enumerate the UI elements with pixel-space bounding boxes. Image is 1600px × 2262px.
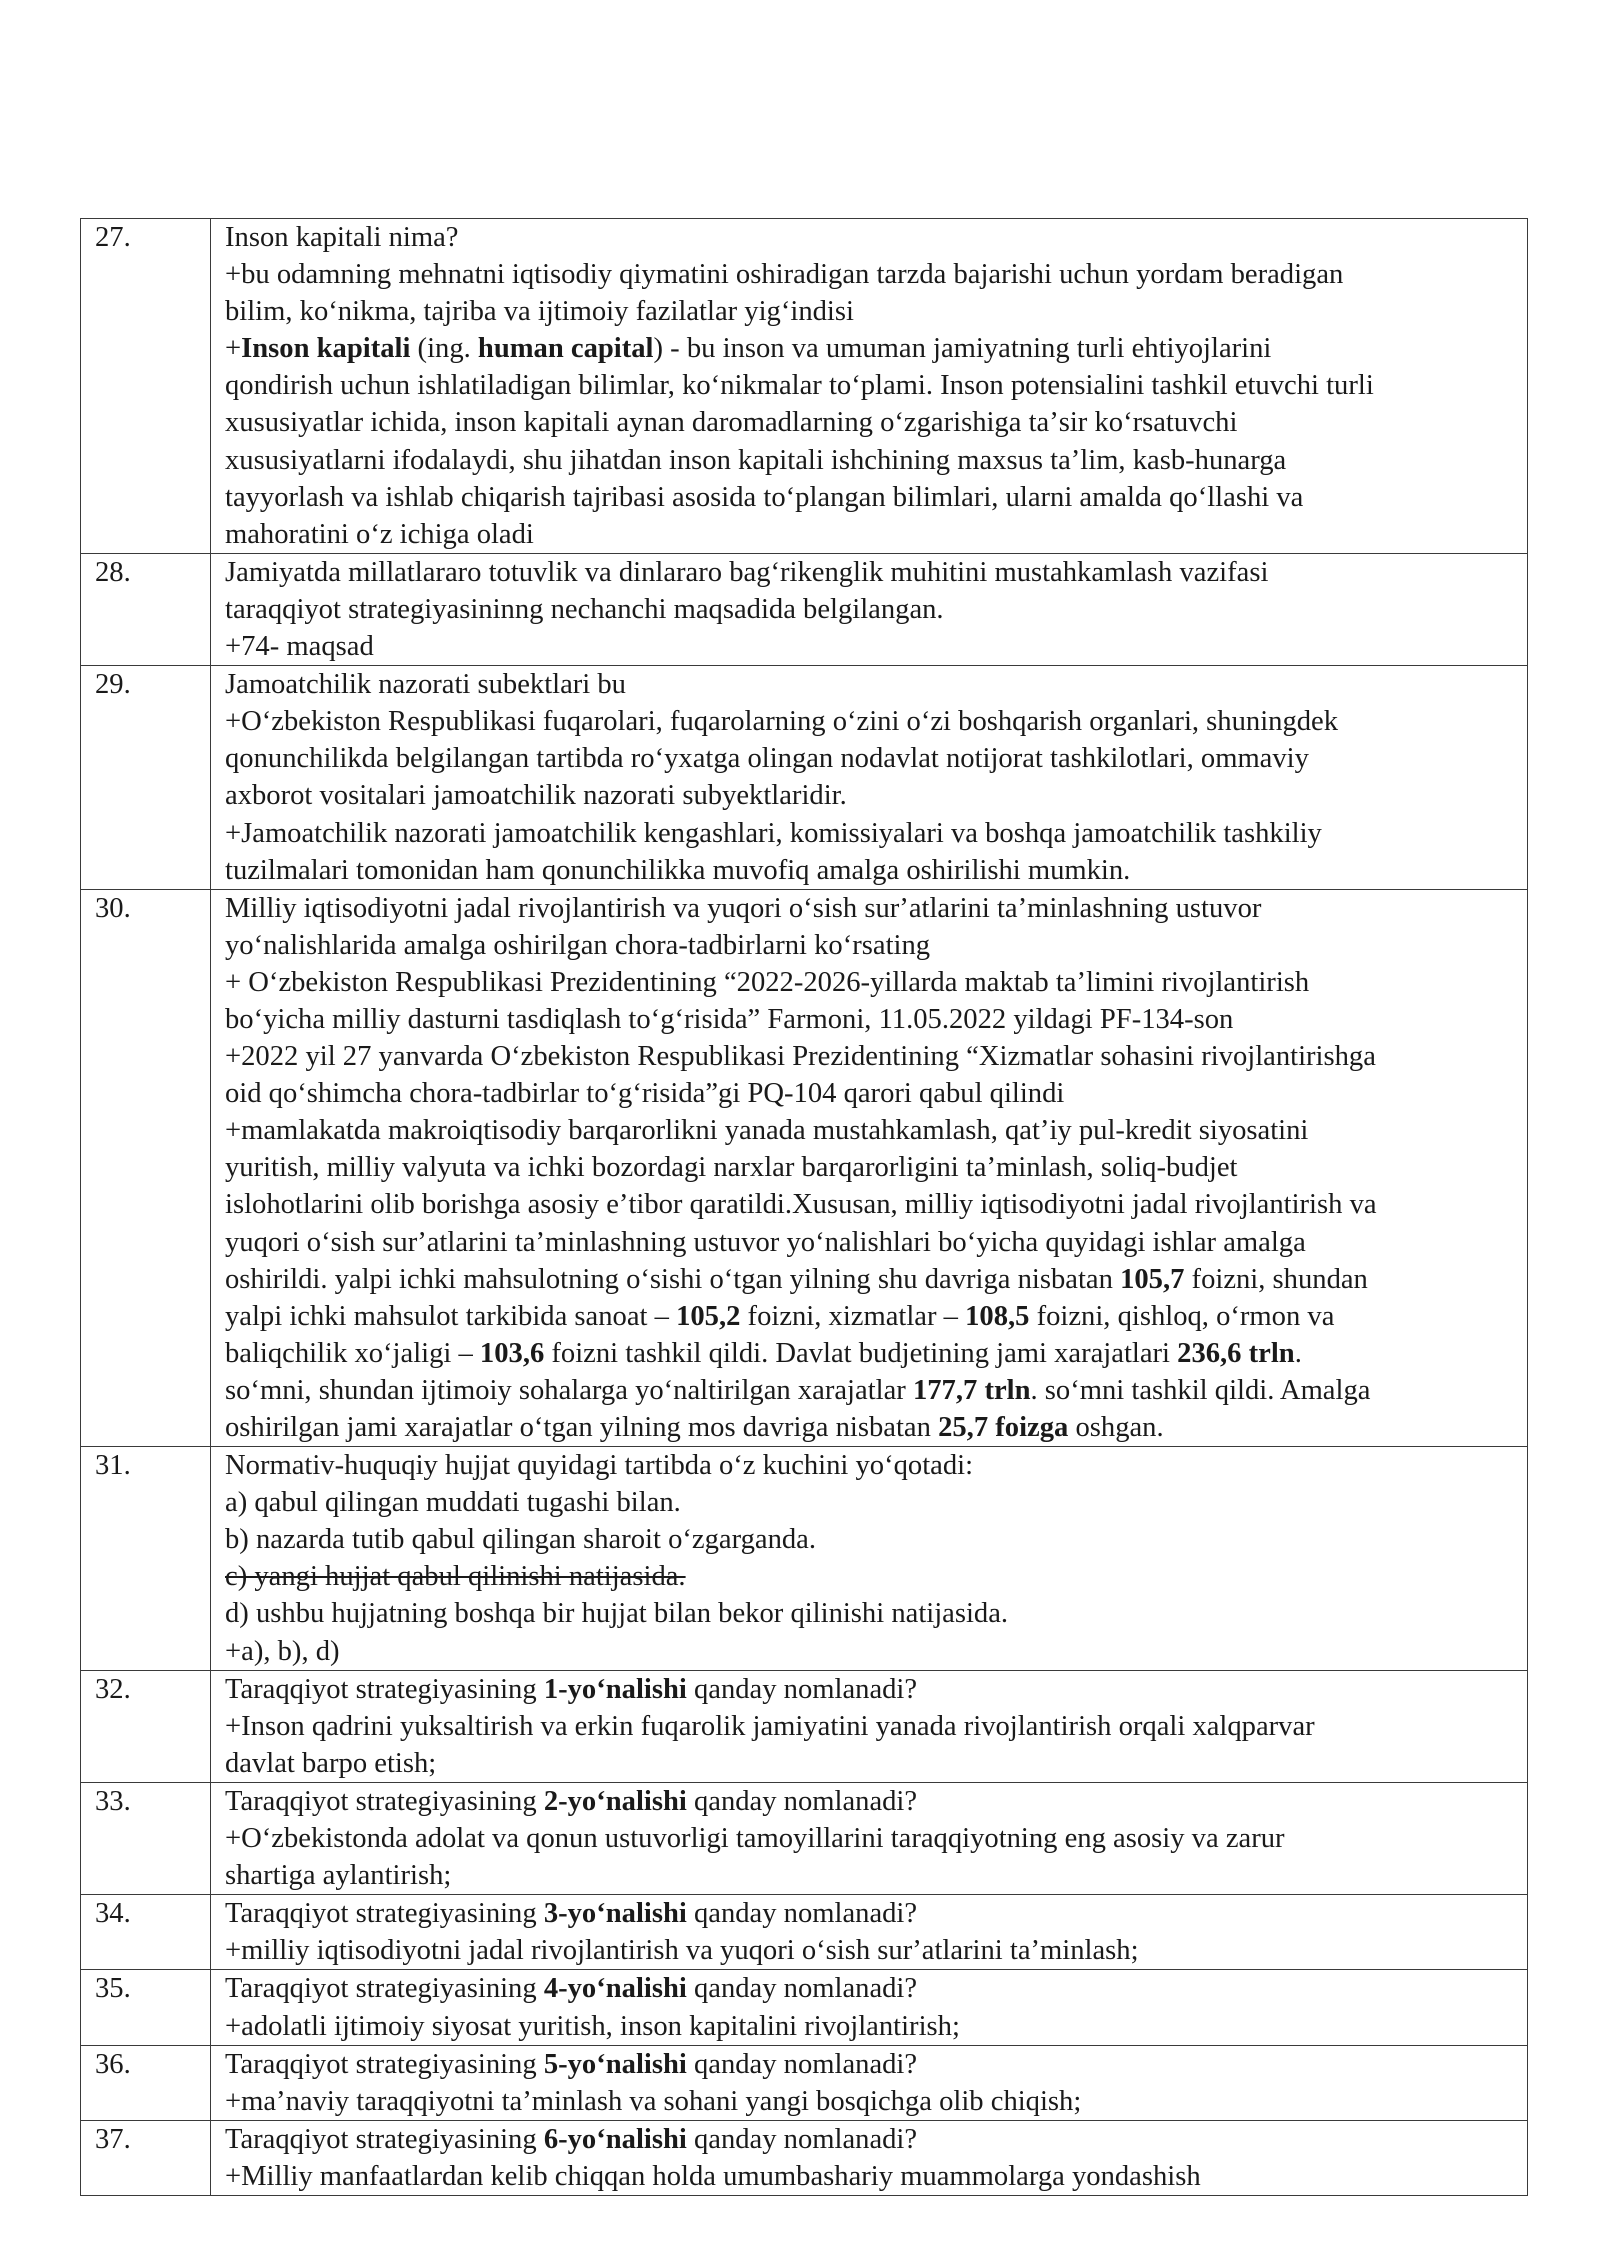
text-segment: . soʻmni tashkil qildi. Amalga	[1030, 1374, 1371, 1406]
questions-table	[80, 218, 1528, 2196]
answer-text-line	[225, 964, 1517, 1001]
question-content	[211, 1782, 1528, 1894]
text-segment: +adolatli ijtimoiy siyosat yuritish, inson kapitalini rivojlantirish;	[225, 2010, 960, 2042]
text-segment: +maʼnaviy taraqqiyotni taʼminlash va sohani yangi bosqichga olib chiqish;	[225, 2085, 1082, 2117]
text-segment: qanday nomlanadi?	[686, 1973, 918, 2005]
answer-text-line	[225, 2083, 1517, 2120]
answer-text-line	[225, 479, 1517, 516]
question-number: 36.	[81, 2045, 211, 2120]
question-number: 35.	[81, 1970, 211, 2045]
bold-text: 1-yoʻnalishi	[543, 1673, 687, 1705]
answer-text-line	[225, 1224, 1517, 1261]
question-text-line	[225, 219, 1517, 256]
answer-text-line	[225, 927, 1517, 964]
question-number: 37.	[81, 2120, 211, 2195]
answer-text-line	[225, 2158, 1517, 2195]
question-content	[211, 553, 1528, 665]
question-text-line	[225, 1783, 1517, 1820]
answer-text-line	[225, 815, 1517, 852]
text-segment: yoʻnalishlarida amalga oshirilgan chora-tadbirlarni koʻrsating	[225, 929, 931, 961]
answer-text-line	[225, 1409, 1517, 1446]
question-content	[211, 1447, 1528, 1671]
bold-text: 105,7	[1120, 1263, 1185, 1295]
answer-text-line	[225, 1745, 1517, 1782]
answer-text-line	[225, 1633, 1517, 1670]
question-content	[211, 666, 1528, 890]
bold-text: 2-yoʻnalishi	[543, 1785, 687, 1817]
answer-text-line	[225, 1932, 1517, 1969]
answer-text-line	[225, 703, 1517, 740]
text-segment: qonunchilikda belgilangan tartibda roʻyxatga olingan nodavlat notijorat tashkilotlari, ommaviy	[225, 743, 1309, 775]
text-segment: tuzilmalari tomonidan ham qonunchilikka muvofiq amalga oshirilishi mumkin.	[225, 854, 1131, 886]
text-segment: yuqori oʻsish surʼatlarini taʼminlashning ustuvor yoʻnalishlari boʻyicha quyidagi ishlar amalga	[225, 1226, 1306, 1258]
answer-text-line	[225, 1112, 1517, 1149]
answer-text-line	[225, 591, 1517, 628]
bold-text: 5-yoʻnalishi	[543, 2048, 687, 2080]
answer-text-line	[225, 1372, 1517, 1409]
bold-text: 108,5	[965, 1300, 1030, 1332]
question-row	[81, 1447, 1528, 1671]
text-segment: +bu odamning mehnatni iqtisodiy qiymatini oshiradigan tarzda bajarishi uchun yordam beradigan	[225, 259, 1344, 291]
question-text-line	[225, 554, 1517, 591]
text-segment: .	[1294, 1337, 1302, 1369]
answer-text-line	[225, 330, 1517, 367]
text-segment: soʻmni, shundan ijtimoiy sohalarga yoʻnaltirilgan xarajatlar	[225, 1374, 913, 1406]
text-segment: d) ushbu hujjatning boshqa bir hujjat bilan bekor qilinishi natijasida.	[225, 1598, 1009, 1630]
text-segment: + Oʻzbekiston Respublikasi Prezidentining “2022-2026-yillarda maktab taʼlimini rivojlantirish	[225, 966, 1310, 998]
questions-table-body	[81, 219, 1528, 2196]
text-segment: b) nazarda tutib qabul qilingan sharoit oʻzgarganda.	[225, 1524, 817, 1556]
text-segment: +74- maqsad	[225, 631, 374, 663]
question-content	[211, 219, 1528, 554]
answer-text-line	[225, 1521, 1517, 1558]
question-text-line	[225, 1671, 1517, 1708]
text-segment: mahoratini oʻz ichiga oladi	[225, 518, 534, 550]
text-segment: a) qabul qilingan muddati tugashi bilan.	[225, 1487, 681, 1519]
question-row	[81, 889, 1528, 1446]
text-segment: baliqchilik xoʻjaligi –	[225, 1337, 480, 1369]
text-segment: oshgan.	[1068, 1412, 1164, 1443]
text-segment: tayyorlash va ishlab chiqarish tajribasi asosida toʻplangan bilimlari, ularni amalda qoʻllashi va	[225, 481, 1304, 513]
text-segment: +2022 yil 27 yanvarda Oʻzbekiston Respublikasi Prezidentining “Xizmatlar sohasini rivojlantirishga	[225, 1041, 1376, 1073]
question-row	[81, 1782, 1528, 1894]
answer-text-line	[225, 1261, 1517, 1298]
text-segment: +mamlakatda makroiqtisodiy barqarorlikni yanada mustahkamlash, qatʼiy pul-kredit siyosatini	[225, 1115, 1309, 1147]
bold-text: 25,7 foizga	[938, 1412, 1069, 1443]
question-row	[81, 219, 1528, 554]
text-segment: qanday nomlanadi?	[686, 1785, 918, 1817]
text-segment: +Jamoatchilik nazorati jamoatchilik kengashlari, komissiyalari va boshqa jamoatchilik tashkiliy	[225, 817, 1322, 849]
answer-text-line	[225, 256, 1517, 293]
question-row	[81, 2045, 1528, 2120]
answer-text-line	[225, 1001, 1517, 1038]
text-segment: yuritish, milliy valyuta va ichki bozordagi narxlar barqarorligini taʼminlash, soliq-budjet	[225, 1152, 1238, 1184]
struck-option-text: c) yangi hujjat qabul qilinishi natijasida.	[225, 1561, 686, 1593]
question-text-line	[225, 1895, 1517, 1932]
bold-text: 103,6	[479, 1337, 545, 1369]
text-segment: yalpi ichki mahsulot tarkibida sanoat –	[225, 1300, 677, 1332]
text-segment: +	[225, 333, 242, 365]
question-number: 27.	[81, 219, 211, 554]
question-content	[211, 1970, 1528, 2045]
text-segment: islohotlarini olib borishga asosiy eʼtibor qaratildi.Xususan, milliy iqtisodiyotni jadal rivojlantirish va	[225, 1189, 1377, 1221]
question-row	[81, 2120, 1528, 2195]
text-segment: oshirilgan jami xarajatlar oʻtgan yilning mos davriga nisbatan	[225, 1412, 939, 1443]
text-segment: +Oʻzbekistonda adolat va qonun ustuvorligi tamoyillarini taraqqiyotning eng asosiy va zarur	[225, 1823, 1285, 1855]
question-row	[81, 1670, 1528, 1782]
bold-text: human capital	[477, 333, 654, 365]
answer-text-line	[225, 516, 1517, 553]
text-segment: +Inson qadrini yuksaltirish va erkin fuqarolik jamiyatini yanada rivojlantirish orqali xalqparvar	[225, 1710, 1315, 1742]
text-segment: xususiyatlarni ifodalaydi, shu jihatdan inson kapitali ishchining maxsus taʼlim, kasb-hunarga	[225, 444, 1287, 476]
bold-text: 6-yoʻnalishi	[543, 2123, 687, 2155]
question-number: 29.	[81, 666, 211, 890]
bold-text: 105,2	[676, 1300, 741, 1332]
question-content	[211, 889, 1528, 1446]
bold-text: 4-yoʻnalishi	[543, 1973, 687, 2005]
text-segment: shartiga aylantirish;	[225, 1860, 452, 1892]
answer-text-line	[225, 1484, 1517, 1521]
question-content	[211, 1670, 1528, 1782]
question-row	[81, 1970, 1528, 2045]
answer-text-line	[225, 1820, 1517, 1857]
bold-text: Inson kapitali	[241, 333, 411, 365]
text-segment: Milliy iqtisodiyotni jadal rivojlantirish va yuqori oʻsish surʼatlarini taʼminlashning ustuvor	[225, 892, 1262, 924]
text-segment: oid qoʻshimcha chora-tadbirlar toʻgʻrisida”gi PQ-104 qarori qabul qilindi	[225, 1078, 1065, 1110]
text-segment: oshirildi. yalpi ichki mahsulotning oʻsishi oʻtgan yilning shu davriga nisbatan	[225, 1263, 1121, 1295]
question-text-line	[225, 666, 1517, 703]
bold-text: 177,7 trln	[912, 1374, 1031, 1406]
question-text-line	[225, 2121, 1517, 2158]
text-segment: taraqqiyot strategiyasininng nechanchi maqsadida belgilangan.	[225, 593, 944, 625]
text-segment: Jamiyatda millatlararo totuvlik va dinlararo bagʻrikenglik muhitini mustahkamlash vazifasi	[225, 556, 1269, 588]
text-segment: qondirish uchun ishlatiladigan bilimlar, koʻnikmalar toʻplami. Inson potensialini tashkil etuvchi turli	[225, 370, 1374, 402]
answer-text-line	[225, 628, 1517, 665]
answer-text-line	[225, 1558, 1517, 1595]
text-segment: boʻyicha milliy dasturni tasdiqlash toʻgʻrisida” Farmoni, 11.05.2022 yildagi PF-134-son	[225, 1003, 1234, 1035]
answer-text-line	[225, 404, 1517, 441]
question-row	[81, 1895, 1528, 1970]
text-segment: axborot vositalari jamoatchilik nazorati subyektlaridir.	[225, 780, 847, 812]
answer-text-line	[225, 293, 1517, 330]
answer-text-line	[225, 1595, 1517, 1632]
text-segment: (ing.	[410, 333, 478, 365]
answer-text-line	[225, 1075, 1517, 1112]
text-segment: foizni, xizmatlar –	[740, 1300, 966, 1332]
answer-text-line	[225, 2008, 1517, 2045]
bold-text: 3-yoʻnalishi	[543, 1898, 687, 1930]
question-text-line	[225, 1447, 1517, 1484]
question-content	[211, 2045, 1528, 2120]
text-segment: bilim, koʻnikma, tajriba va ijtimoiy fazilatlar yigʻindisi	[225, 296, 854, 328]
text-segment: Taraqqiyot strategiyasining	[225, 1973, 544, 2005]
answer-text-line	[225, 777, 1517, 814]
text-segment: qanday nomlanadi?	[686, 2123, 918, 2155]
text-segment: Inson kapitali nima?	[225, 222, 459, 253]
text-segment: Taraqqiyot strategiyasining	[225, 1785, 544, 1817]
text-segment: Taraqqiyot strategiyasining	[225, 2048, 544, 2080]
answer-text-line	[225, 740, 1517, 777]
text-segment: +Oʻzbekiston Respublikasi fuqarolari, fuqarolarning oʻzini oʻzi boshqarish organlari, shuningdek	[225, 706, 1339, 738]
question-number: 31.	[81, 1447, 211, 1671]
answer-text-line	[225, 852, 1517, 889]
text-segment: +Milliy manfaatlardan kelib chiqqan holda umumbashariy muammolarga yondashish	[225, 2160, 1201, 2192]
question-row	[81, 666, 1528, 890]
question-number: 30.	[81, 889, 211, 1446]
text-segment: foizni tashkil qildi. Davlat budjetining jami xarajatlari	[544, 1337, 1178, 1369]
answer-text-line	[225, 1335, 1517, 1372]
answer-text-line	[225, 1186, 1517, 1223]
text-segment: Taraqqiyot strategiyasining	[225, 1673, 544, 1705]
question-number: 28.	[81, 553, 211, 665]
text-segment: +milliy iqtisodiyotni jadal rivojlantirish va yuqori oʻsish surʼatlarini taʼminlash;	[225, 1935, 1139, 1967]
text-segment: qanday nomlanadi?	[686, 2048, 918, 2080]
question-text-line	[225, 2046, 1517, 2083]
question-text-line	[225, 1970, 1517, 2007]
text-segment: foizni, shundan	[1184, 1263, 1368, 1295]
question-number: 32.	[81, 1670, 211, 1782]
text-segment: davlat barpo etish;	[225, 1747, 437, 1779]
answer-text-line	[225, 367, 1517, 404]
text-segment: +a), b), d)	[225, 1635, 340, 1667]
text-segment: Taraqqiyot strategiyasining	[225, 2123, 544, 2155]
answer-text-line	[225, 1708, 1517, 1745]
text-segment: foizni, qishloq, oʻrmon va	[1029, 1300, 1335, 1332]
answer-text-line	[225, 442, 1517, 479]
text-segment: Normativ-huquqiy hujjat quyidagi tartibda oʻz kuchini yoʻqotadi:	[225, 1450, 974, 1482]
answer-text-line	[225, 1298, 1517, 1335]
text-segment: qanday nomlanadi?	[686, 1673, 918, 1705]
question-text-line	[225, 890, 1517, 927]
text-segment: xususiyatlar ichida, inson kapitali aynan daromadlarning oʻzgarishiga taʼsir koʻrsatuvchi	[225, 407, 1238, 439]
answer-text-line	[225, 1857, 1517, 1894]
question-number: 33.	[81, 1782, 211, 1894]
question-number: 34.	[81, 1895, 211, 1970]
answer-text-line	[225, 1149, 1517, 1186]
text-segment: qanday nomlanadi?	[686, 1898, 918, 1930]
text-segment: ) - bu inson va umuman jamiyatning turli ehtiyojlarini	[653, 333, 1272, 365]
bold-text: 236,6 trln	[1177, 1337, 1295, 1369]
question-content	[211, 2120, 1528, 2195]
text-segment: Taraqqiyot strategiyasining	[225, 1898, 544, 1930]
answer-text-line	[225, 1038, 1517, 1075]
question-content	[211, 1895, 1528, 1970]
text-segment: Jamoatchilik nazorati subektlari bu	[225, 669, 626, 701]
question-row	[81, 553, 1528, 665]
